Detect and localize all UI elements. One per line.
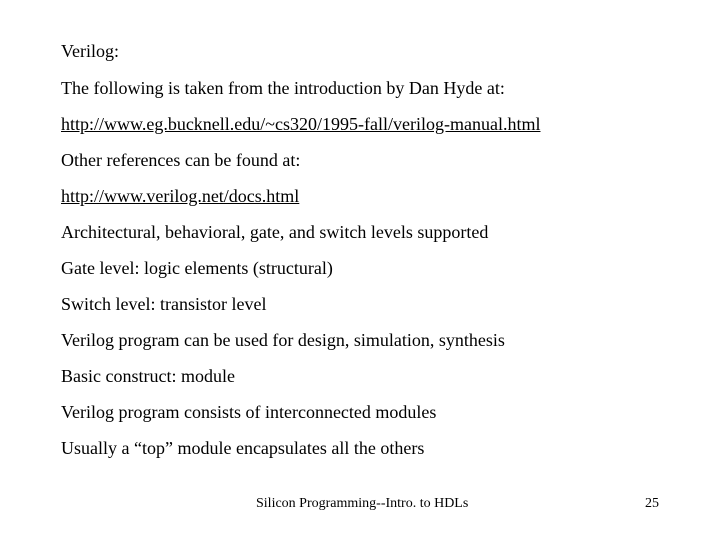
heading-verilog: Verilog: — [61, 41, 119, 61]
footer-title: Silicon Programming--Intro. to HDLs — [256, 496, 469, 511]
bucknell-manual-link[interactable]: http://www.eg.bucknell.edu/~cs320/1995-fall/verilog-manual.html — [61, 114, 541, 134]
verilog-docs-link[interactable]: http://www.verilog.net/docs.html — [61, 186, 300, 206]
switch-level-text: Switch level: transistor level — [61, 294, 267, 314]
program-uses-text: Verilog program can be used for design, simulation, synthesis — [61, 330, 505, 350]
basic-construct-text: Basic construct: module — [61, 366, 235, 386]
program-modules-text: Verilog program consists of interconnected modules — [61, 402, 437, 422]
gate-level-text: Gate level: logic elements (structural) — [61, 258, 333, 278]
levels-supported-text: Architectural, behavioral, gate, and switch levels supported — [61, 222, 489, 242]
page-number: 25 — [645, 496, 659, 511]
top-module-text: Usually a “top” module encapsulates all the others — [61, 438, 425, 458]
intro-text: The following is taken from the introduction by Dan Hyde at: — [61, 78, 505, 98]
other-references-text: Other references can be found at: — [61, 150, 301, 170]
